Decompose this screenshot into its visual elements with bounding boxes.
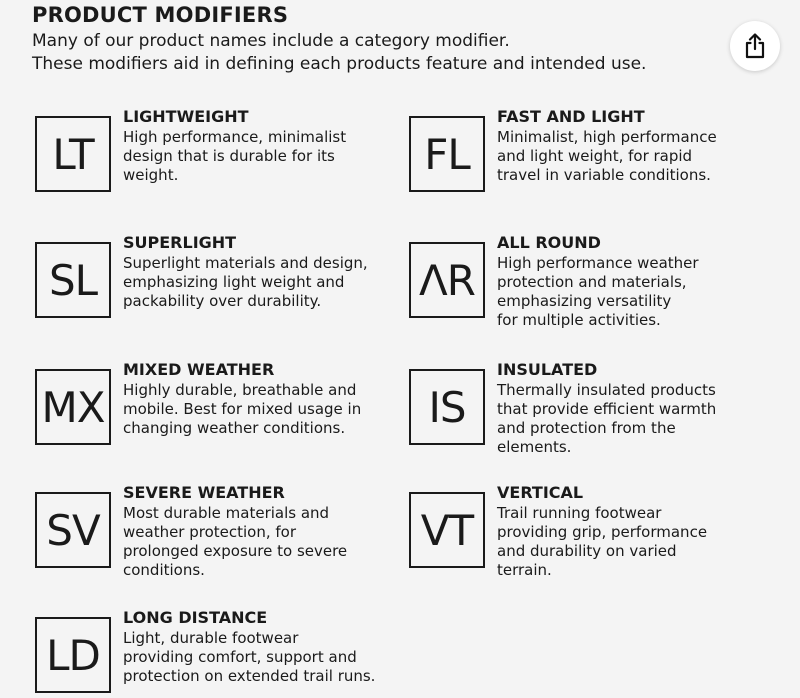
modifier-badge: IS [409, 369, 485, 445]
modifier-badge: VT [409, 492, 485, 568]
description-line: prolonged exposure to severe [123, 542, 348, 560]
modifier-badge: SV [35, 492, 111, 568]
description-line: and protection from the [497, 419, 676, 437]
description-line: protection on extended trail runs. [123, 667, 376, 685]
description-line: protection and materials, [497, 273, 687, 291]
modifier-description [123, 254, 368, 311]
modifier-title: LIGHTWEIGHT [123, 107, 249, 126]
modifier-badge: MX [35, 369, 111, 445]
modifier-badge: ΛR [409, 242, 485, 318]
modifier-title: MIXED WEATHER [123, 360, 275, 379]
modifier-title: SUPERLIGHT [123, 233, 237, 252]
description-line: packability over durability. [123, 292, 322, 310]
modifier-badge: LT [35, 116, 111, 192]
modifier-description [123, 128, 346, 185]
modifier-title: VERTICAL [497, 483, 584, 502]
modifier-title: INSULATED [497, 360, 598, 379]
description-line: emphasizing light weight and [123, 273, 345, 291]
description-line: providing comfort, support and [123, 648, 357, 666]
modifier-title: SEVERE WEATHER [123, 483, 285, 502]
description-line: Minimalist, high performance [497, 128, 717, 146]
modifier-title: FAST AND LIGHT [497, 107, 645, 126]
modifier-title: ALL ROUND [497, 233, 601, 252]
description-line: and light weight, for rapid [497, 147, 693, 165]
modifier-badge: SL [35, 242, 111, 318]
description-line: conditions. [123, 561, 205, 579]
description-line: travel in variable conditions. [497, 166, 711, 184]
intro-line: These modifiers aid in defining each products feature and intended use. [32, 54, 647, 74]
share-icon [744, 33, 766, 59]
description-line: Highly durable, breathable and [123, 381, 357, 399]
description-line: weather protection, for [123, 523, 297, 541]
description-line: High performance, minimalist [123, 128, 347, 146]
description-line: Light, durable footwear [123, 629, 299, 647]
modifier-description [497, 128, 717, 185]
modifier-description [497, 254, 699, 330]
modifier-description [123, 381, 361, 438]
description-line: changing weather conditions. [123, 419, 346, 437]
modifier-description [497, 504, 707, 580]
description-line: elements. [497, 438, 572, 456]
description-line: and durability on varied [497, 542, 677, 560]
description-line: mobile. Best for mixed usage in [123, 400, 362, 418]
description-line: Trail running footwear [497, 504, 662, 522]
modifier-title: LONG DISTANCE [123, 608, 268, 627]
page-title: PRODUCT MODIFIERS [32, 3, 289, 27]
description-line: that provide efficient warmth [497, 400, 717, 418]
share-button[interactable] [730, 21, 780, 71]
description-line: for multiple activities. [497, 311, 661, 329]
modifier-description [123, 504, 347, 580]
modifier-description [123, 629, 375, 686]
description-line: High performance weather [497, 254, 699, 272]
description-line: Thermally insulated products [497, 381, 716, 399]
description-line: Superlight materials and design, [123, 254, 368, 272]
description-line: design that is durable for its [123, 147, 335, 165]
modifier-badge: LD [35, 617, 111, 693]
intro-line: Many of our product names include a category modifier. [32, 31, 510, 51]
description-line: providing grip, performance [497, 523, 708, 541]
modifier-badge: FL [409, 116, 485, 192]
description-line: terrain. [497, 561, 552, 579]
description-line: emphasizing versatility [497, 292, 672, 310]
modifier-description [497, 381, 716, 457]
description-line: Most durable materials and [123, 504, 330, 522]
description-line: weight. [123, 166, 179, 184]
intro-text [32, 30, 646, 76]
